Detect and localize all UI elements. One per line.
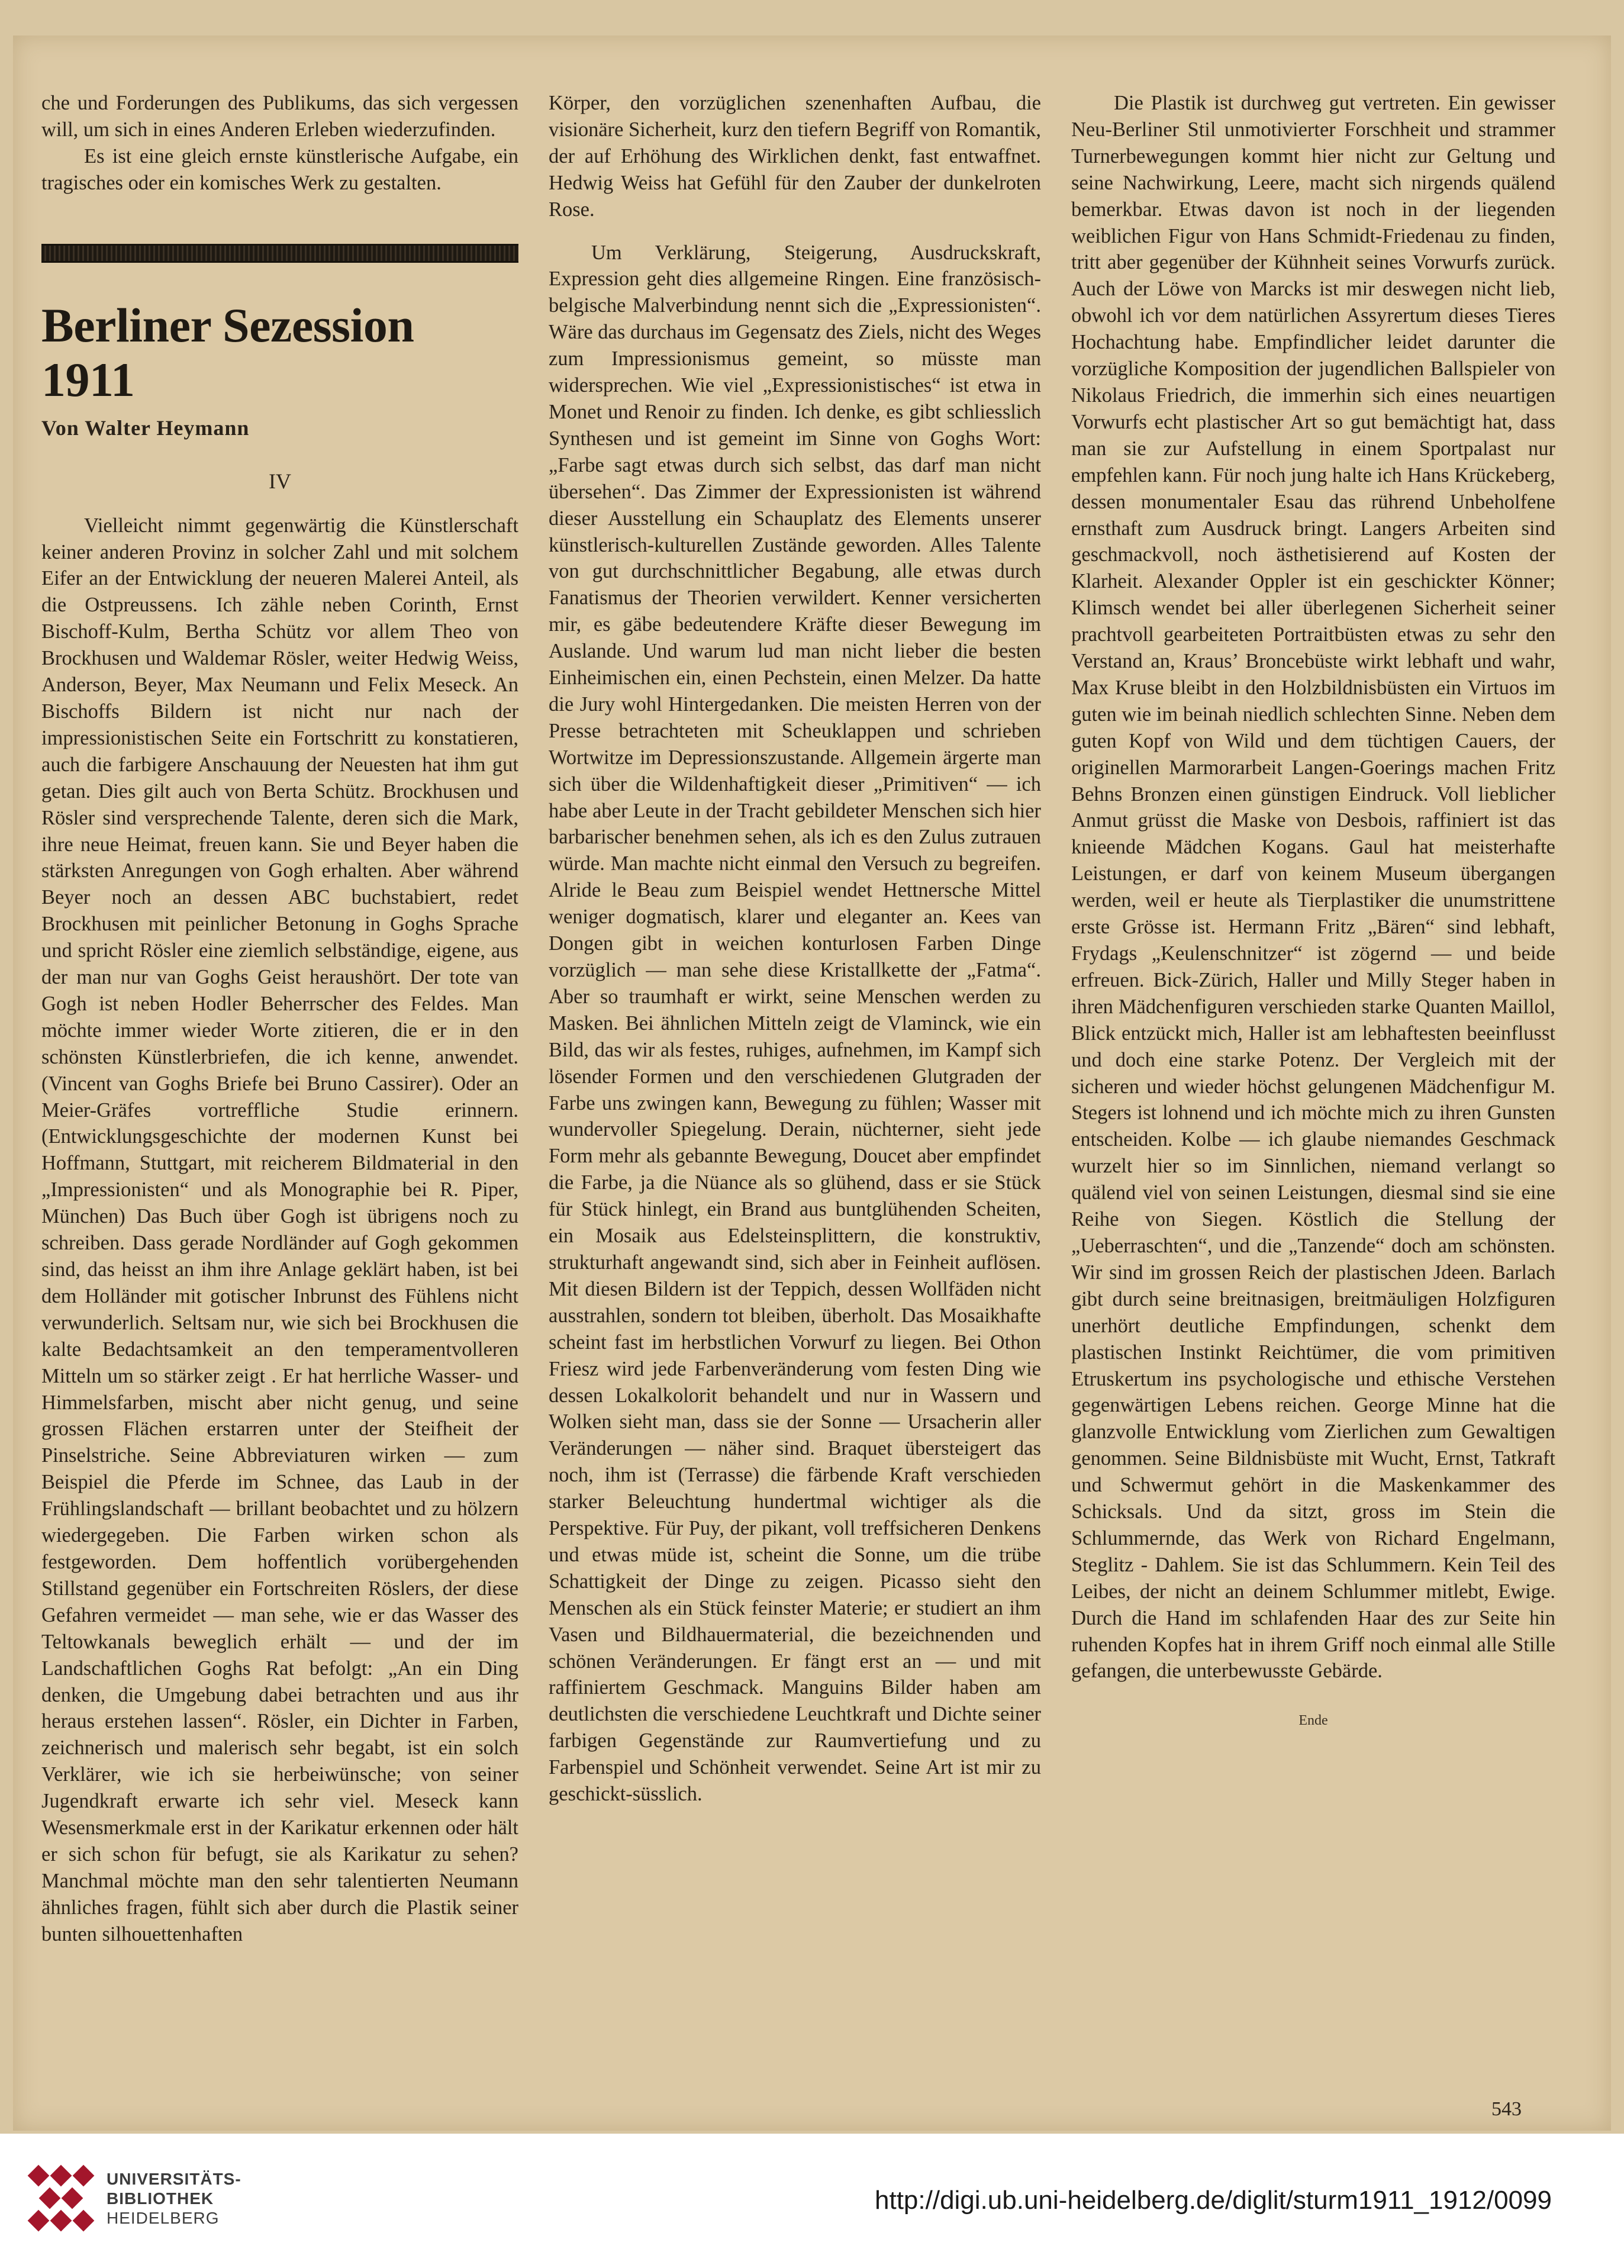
library-name-line1: UNIVERSITÄTS-: [107, 2170, 241, 2188]
newspaper-page: [13, 36, 1611, 2131]
body-paragraph: Die Plastik ist durchweg gut vertreten. Ein gewisser Neu-Berliner Stil unmotivierter Forschheit und strammer Turnerbewegungen kommt hier nicht zur Geltung und seine Nachwirkung, Leere, macht sich nirgends quälend bemerkbar. Etwas davon ist noch in der liegenden weiblichen Figur von Hans Schmidt-Friedenau zu finden, tritt aber gegenüber der Kühnheit seines Vorwurfs zurück. Auch der Löwe von Marcks ist mir deswegen nicht lieb, obwohl ich vor dem natürlichen Assyrertum dieses Tieres Hochachtung habe. Empfindlicher leidet darunter die vorzügliche Komposition der jugendlichen Ballspieler von Nikolaus Friedrich, die immerhin sich eines neuartigen Vorwurfs echt plastischer Art so gut bemächtigt hat, dass man sie zur Aufstellung in einem Sportpalast nur empfehlen kann. Für noch jung halte ich Hans Krückeberg, dessen monumentaler Esau das rührend Unbeholfene ernsthaft zum Ausdruck bringt. Langers Arbeiten sind geschmackvoll, noch ästhetisierend auf Kosten der Klarheit. Alexander Oppler ist ein geschickter Könner; Klimsch wendet bei aller überlegenen Sicherheit seiner prachtvoll gearbeiteten Portraitbüsten etwas zu sehr den Verstand an, Kraus’ Broncebüste wirkt lebhaft und wahr, Max Kruse bleibt in den Holzbildnisbüsten ein Virtuos im guten wie im beinah niedlich schlechten Sinne. Neben dem guten Kopf von Wild und dem tüchtigen Cauers, der originellen Marmorarbeit Langen-Goerings machen Fritz Behns Bronzen einen günstigen Eindruck. Voll lieblicher Anmut grüsst die Maske von Desbois, raffiniert ist das knieende Mädchen Kogans. Gaul hat meisterhafte Leistungen, er darf von keinem Museum übergangen werden, weil er heute als Tierplastiker die unumstrittene erste Grösse ist. Hermann Fritz „Bären“ sind lebhaft, Frydags „Keulenschnitzer“ ist zögernd — und beide erfreuen. Bick-Zürich, Haller und Milly Steger haben in ihren Mädchenfiguren verschieden starke Quanten Maillol, Blick entzückt mich, Haller ist am lebhaftesten beeinflusst und doch eine starke Potenz. Der Vergleich mit der sicheren und wieder höchst gelungenen Mädchenfigur M. Stegers ist lohnend und ich möchte mich zu ihren Gunsten entscheiden. Kolbe — ich glaube niemandes Geschmack wurzelt hier so im Sinnlichen, niemand verlangt so quälend viel von seinen Leistungen, diesmal sind sie eine Reihe von Siegen. Köstlich die Stellung der „Ueberraschten“, und die „Tanzende“ doch am schönsten. Wir sind im grossen Reich der plastischen Jdeen. Barlach gibt durch seine breitnasigen, breitmäuligen Holzfiguren unerhört deutliche Empfindungen, schenkt dem plastischen Instinkt Reichtümer, die vom primitiven Etruskertum ins psychologische und ethische Verstehen gegenwärtigen Lebens reichen. George Minne hat die glanzvolle Entwicklung vom Zierlichen zum Gewaltigen genommen. Seine Bildnisbüste mit Wucht, Ernst, Tatkraft und Schwermut gehört in die Maskenkammer des Schicksals. Und da sitzt, gross im Stein die Schlummernde, das Werk von Richard Engelmann, Steglitz - Dahlem. Sie ist das Schlummern. Kein Teil des Leibes, der nicht an deinem Schlummer mitlebt, Ewige. Durch die Hand im schlafenden Haar des zur Seite hin ruhenden Kopfes hat in ihrem Griff noch einmal alle Stille gefangen, die unterbewusste Gebärde.: [1071, 92, 1555, 1683]
paragraph-gap: [549, 223, 1041, 240]
section-divider: [41, 244, 518, 263]
page-number: 543: [1491, 2098, 1522, 2120]
library-name: [107, 2169, 241, 2228]
university-library-logo-icon: [27, 2164, 96, 2235]
text-column-3: [1071, 90, 1555, 1729]
text-column-1: [41, 90, 518, 1948]
text-column-2: [549, 90, 1041, 1808]
body-paragraph: Um Verklärung, Steigerung, Ausdruckskraft, Expression geht dies allgemeine Ringen. Eine französisch-belgische Malverbindung nennt sich die „Expressionisten“. Wäre das durchaus im Gegensatz des Ziels, nicht des Weges zum Impressionismus gemeint, so müsste man widersprechen. Wie viel „Expressionistisches“ ist etwa in Monet und Renoir zu finden. Ich denke, es gibt schliesslich Synthesen und ist gemeint im Sinne von Goghs Wort: „Farbe sagt etwas durch sich selbst, das darf man nicht übersehen“. Das Zimmer der Expressionisten ist während dieser Ausstellung ein Schauplatz des Elements unserer künstlerisch-kulturellen Zustände geworden. Alles Talente von gut durchschnittlicher Begabung, alle etwas durch Fanatismus der Theorien verwildert. Kenner versicherten mir, es gäbe bedeutendere Kräfte dieser Bewegung im Auslande. Und warum lud man nicht lieber die besten Einheimischen ein, einen Pechstein, einen Melzer. Da hatte die Jury wohl Hintergedanken. Die meisten Herren von der Presse betrachteten mit Scheuklappen und schrieben Wortwitze im Depressionszustande. Allgemein ärgerte man sich über die Wildenhaftigkeit dieser „Primitiven“ — ich habe aber Leute in der Tracht gebildeter Menschen sich hier barbarischer benehmen sehen, als ich es den Zulus zutrauen würde. Man machte nicht einmal den Versuch zu begreifen. Alride le Beau zum Beispiel wendet Hettnersche Mittel weniger dogmatisch, klarer und eleganter an. Kees van Dongen gibt in weichen konturlosen Farben Dinge vorzüglich — man sehe diese Kristallkette der „Fatma“. Aber so traumhaft er wirkt, seine Menschen werden zu Masken. Bei ähnlichen Mitteln zeigt de Vlaminck, wie ein Bild, das wir als festes, ruhiges, aufnehmen, im Kampf sich lösender Formen und den verschiedenen Glutgraden der Farbe uns zwingen kann, Bewegung zu fühlen; Wasser mit wundervoller Spiegelung. Derain, nüchterner, sieht jede Form mehr als gebannte Bewegung, Doucet aber empfindet die Farbe, ja die Nüance als so glühend, dass er sie Stück für Stück hinlegt, ein Brand aus buntglühenden Scheiten, ein Mosaik aus Edelsteinsplittern, die konstruktiv, strukturhaft angewandt sind, sich aber in Feinheit auflösen. Mit diesen Bildern ist der Teppich, dessen Wollfäden nicht ausstrahlen, sondern tot bleiben, überholt. Das Mosaikhafte scheint fast im herbstlichen Vorwurf zu liegen. Bei Othon Friesz wird jede Farbenveränderung vom festen Ding wie dessen Lokalkolorit behandelt und nur in Wassern und Wolken sieht man, dass sie der Sonne — Ursacherin aller Veränderungen — näher sind. Braquet übersteigert das noch, ihm ist (Terrasse) die färbende Kraft verschieden starker Beleuchtung hundertmal wichtiger als die Perspektive. Für Puy, der pikant, voll treffsicheren Denkens und etwas müde ist, scheint die Sonne, um die trübe Schattigkeit der Dinge zu zeigen. Picasso sieht den Menschen als ein Stück feinster Materie; er studiert an ihm Vasen und Bildhauermaterial, die bezeichnenden und schönen Veränderungen. Er fängt erst an — und mit raffiniertem Geschmack. Manguins Bilder haben am deutlichsten die verschiedene Leuchtkraft und Dichte seiner farbigen Gegenstände zur Raumvertiefung und zu Farbenspiel und Schönheit verwendet. Seine Art ist mir zu geschickt-süsslich.: [549, 241, 1041, 1806]
digitization-footer: [0, 2134, 1624, 2268]
library-name-line3: HEIDELBERG: [107, 2209, 220, 2227]
source-url-link[interactable]: http://digi.ub.uni-heidelberg.de/diglit/sturm1911_1912/0099: [875, 2186, 1552, 2215]
article-byline: Von Walter Heymann: [41, 415, 250, 440]
section-number: IV: [269, 469, 291, 493]
end-mark: Ende: [1298, 1713, 1328, 1729]
body-paragraph: Körper, den vorzüglichen szenenhaften Aufbau, die visionäre Sicherheit, kurz den tiefern Begriff von Romantik, der auf Erhöhung des Wirklichen denkt, fast entwaffnet. Hedwig Weiss hat Gefühl für den Zauber der dunkelroten Rose.: [549, 92, 1041, 221]
carryover-paragraph: che und Forderungen des Publikums, das sich vergessen will, um sich in eines Anderen Erleben wiederzufinden.: [41, 92, 518, 141]
library-name-line2: BIBLIOTHEK: [107, 2189, 214, 2208]
article-title: Berliner Sezession 1911: [41, 298, 414, 407]
body-paragraph: Vielleicht nimmt gegenwärtig die Künstlerschaft keiner anderen Provinz in solcher Zahl und mit solchem Eifer an der Entwicklung der neueren Malerei Anteil, als die Ostpreussens. Ich zähle neben Corinth, Ernst Bischoff-Kulm, Bertha Schütz vor allem Theo von Brockhusen und Waldemar Rösler, weiter Hedwig Weiss, Anderson, Beyer, Max Neumann und Felix Meseck. An Bischoffs Bildern ist nicht nur nach der impressionistischen Seite ein Fortschritt zu konstatieren, auch die farbigere Anschauung der Neuesten hat ihm gut getan. Dies gilt auch von Berta Schütz. Brockhusen und Rösler sind versprechende Talente, deren sich die Mark, ihre neue Heimat, freuen kann. Sie und Beyer haben die stärksten Anregungen von Gogh erhalten. Aber während Beyer noch an dessen ABC buchstabiert, redet Brockhusen mit peinlicher Betonung in Goghs Sprache und spricht Rösler eine ziemlich selbständige, eigene, aus der man nur van Goghs Geist heraushört. Der tote van Gogh ist neben Hodler Beherrscher des Feldes. Man möchte immer wieder Worte zitieren, die er in den schönsten Künstlerbriefen, die ich kenne, anwendet. (Vincent van Goghs Briefe bei Bruno Cassirer). Oder an Meier-Gräfes vortreffliche Studie erinnern. (Entwicklungsgeschichte der modernen Kunst bei Hoffmann, Stuttgart, mit reicherem Bildmaterial in den „Impressionisten“ und als Monographie bei R. Piper, München) Das Buch über Gogh ist übrigens noch zu schreiben. Dass gerade Nordländer auf Gogh gekommen sind, das heisst an ihm ihre Anlage geklärt haben, ist bei dem Holländer mit gotischer Inbrunst des Fühlens nicht verwunderlich. Seltsam nur, wie sich bei Brockhusen die kalte Bedachtsamkeit an den temperamentvolleren Mitteln um so stärker zeigt . Er hat herrliche Wasser- und Himmelsfarben, mischt aber nicht genug, und seine grossen Flächen erstarren unter der Steifheit der Pinselstriche. Seine Abbreviaturen wirken — zum Beispiel die Pferde im Schnee, das Laub in der Frühlingslandschaft — brillant beobachtet und zu hölzern wiedergegeben. Die Farben wirken schon als festgeworden. Dem hoffentlich vorübergehenden Stillstand gegenüber ein Fortschreiten Röslers, der diese Gefahren vermeidet — man sehe, wie er das Wasser des Teltowkanals beweglich erhält — und der im Landschaftlichen Goghs Rat befolgt: „An ein Ding denken, die Umgebung dabei betrachten und aus ihr heraus erstehen lassen“. Rösler, ein Dichter in Farben, zeichnerisch und malerisch sehr begabt, ist ein solch Verklärer, wie ich sie herbeiwünsche; von seiner Jugendkraft erwarte ich sehr viel. Meseck kann Wesensmerkmale erst in der Karikatur erkennen oder hält er sich schon für befugt, sie als Karikatur zu sehen? Manchmal möchte man den sehr talentierten Neumann ähnliches fragen, fühlt sich aber durch die Plastik seiner bunten silhouettenhaften: [41, 514, 518, 1945]
closing-paragraph: Es ist eine gleich ernste künstlerische Aufgabe, ein tragisches oder ein komisches Werk zu gestalten.: [41, 144, 518, 194]
